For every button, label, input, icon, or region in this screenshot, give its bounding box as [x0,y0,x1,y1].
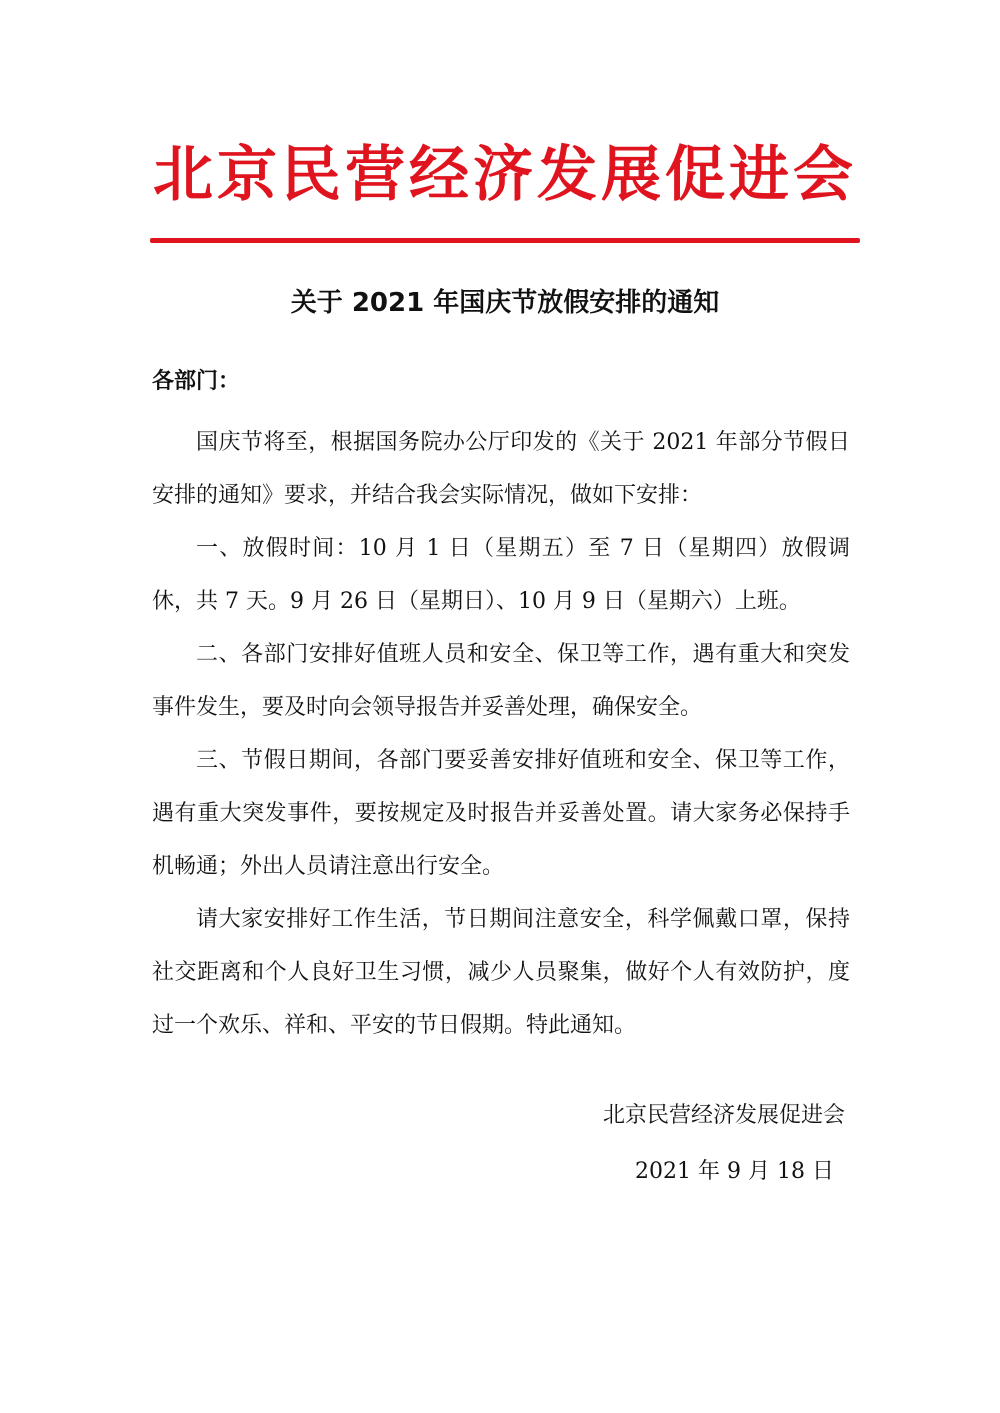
letterhead-org-name: 北京民营经济发展促进会 [153,140,857,210]
issue-date: 2021 年 9 月 18 日 [635,1159,834,1184]
paragraph-item-3: 三、节假日期间，各部门要妥善安排好值班和安全、保卫等工作，遇有重大突发事件，要按规定及时报告并妥善处置。请大家务必保持手机畅通；外出人员请注意出行安全。 [152,748,850,879]
paragraph-item-1: 一、放假时间：10 月 1 日（星期五）至 7 日（星期四）放假调休，共 7 天。9 月 26 日（星期日）、10 月 9 日（星期六）上班。 [152,536,850,614]
notice-body [152,416,850,1052]
notice-title: 关于 2021 年国庆节放假安排的通知 [290,288,720,318]
signature-org-name: 北京民营经济发展促进会 [602,1103,845,1128]
salutation: 各部门： [152,369,241,394]
paragraph-intro: 国庆节将至，根据国务院办公厅印发的《关于 2021 年部分节假日安排的通知》要求，并结合我会实际情况，做如下安排： [152,430,850,508]
paragraph-item-2: 二、各部门安排好值班人员和安全、保卫等工作，遇有重大和突发事件发生，要及时向会领导报告并妥善处理，确保安全。 [152,642,850,720]
letterhead-divider [150,238,860,243]
paragraph-closing: 请大家安排好工作生活，节日期间注意安全，科学佩戴口罩，保持社交距离和个人良好卫生习惯，减少人员聚集，做好个人有效防护，度过一个欢乐、祥和、平安的节日假期。特此通知。 [152,907,850,1038]
